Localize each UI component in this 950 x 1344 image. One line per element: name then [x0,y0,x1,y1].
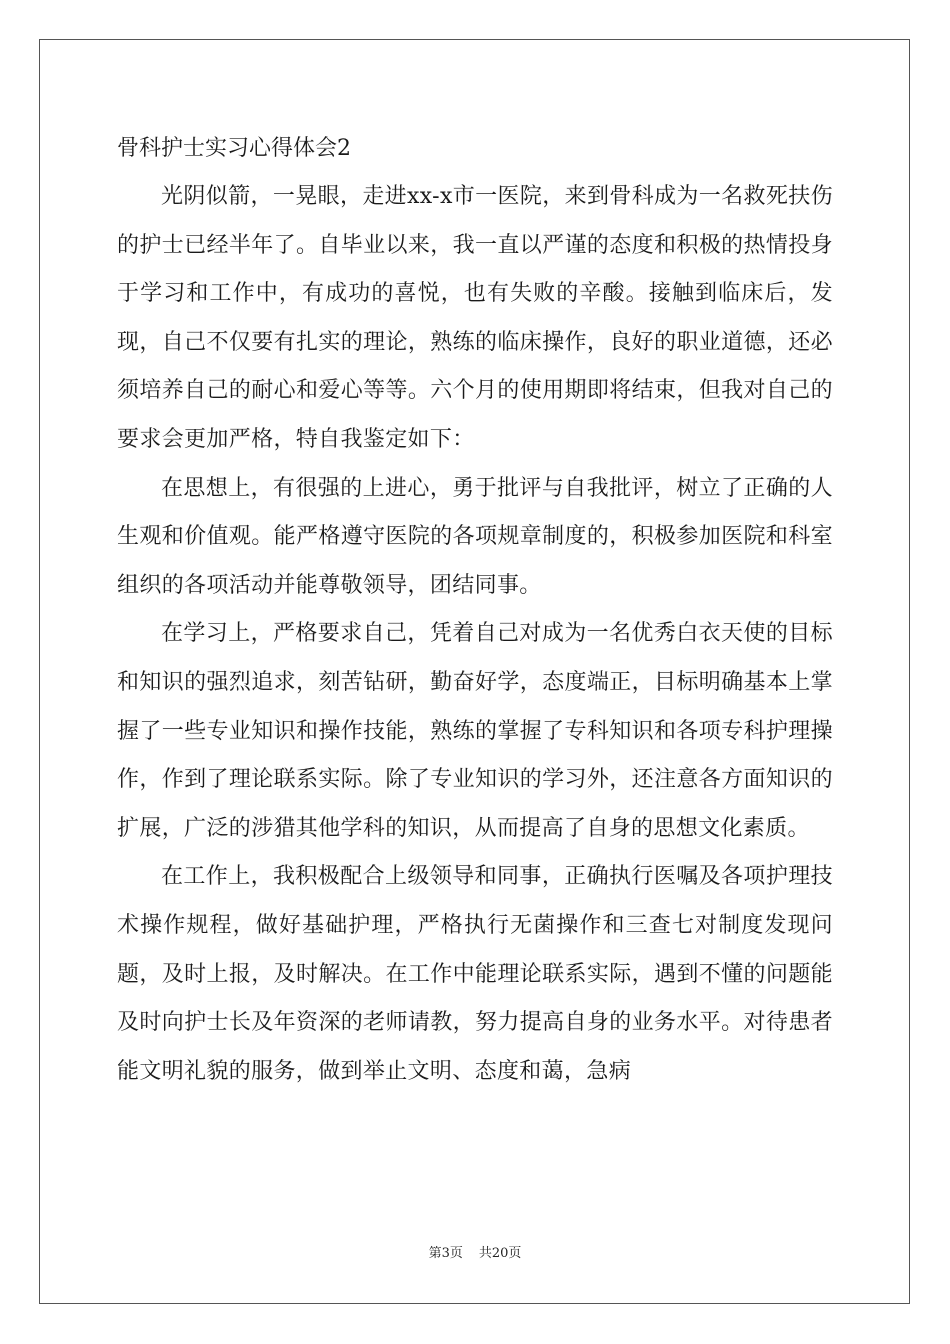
document-title: 骨科护士实习心得体会2 [117,136,351,161]
paragraph: 在思想上，有很强的上进心，勇于批评与自我批评，树立了正确的人生观和价值观。能严格遵守医院的各项规章制度的，积极参加医院和科室组织的各项活动并能尊敬领导，团结同事。 [117,475,833,598]
paragraph: 光阴似箭，一晃眼，走进xx-x市一医院，来到骨科成为一名救死扶伤的护士已经半年了。自毕业以来，我一直以严谨的态度和积极的热情投身于学习和工作中，有成功的喜悦，也有失败的辛酸。接触到临床后，发现，自己不仅要有扎实的理论，熟练的临床操作，良好的职业道德，还必须培养自己的耐心和爱心等等。六个月的使用期即将结束，但我对自己的要求会更加严格，特自我鉴定如下： [117,184,833,452]
page-number: 第3页 [428,1246,463,1261]
document-body [117,125,833,1096]
paragraph: 在学习上，严格要求自己，凭着自己对成为一名优秀白衣天使的目标和知识的强烈追求，刻苦钻研，勤奋好学，态度端正，目标明确基本上掌握了一些专业知识和操作技能，熟练的掌握了专科知识和各项专科护理操作，作到了理论联系实际。除了专业知识的学习外，还注意各方面知识的扩展，广泛的涉猎其他学科的知识，从而提高了自身的思想文化素质。 [117,621,833,841]
page-footer [0,1245,950,1263]
paragraph: 在工作上，我积极配合上级领导和同事，正确执行医嘱及各项护理技术操作规程，做好基础护理，严格执行无菌操作和三查七对制度发现问题，及时上报，及时解决。在工作中能理论联系实际，遇到不懂的问题能及时向护士长及年资深的老师请教，努力提高自身的业务水平。对待患者能文明礼貌的服务，做到举止文明、态度和蔼，急病 [117,864,833,1084]
page-total: 共20页 [478,1246,522,1261]
